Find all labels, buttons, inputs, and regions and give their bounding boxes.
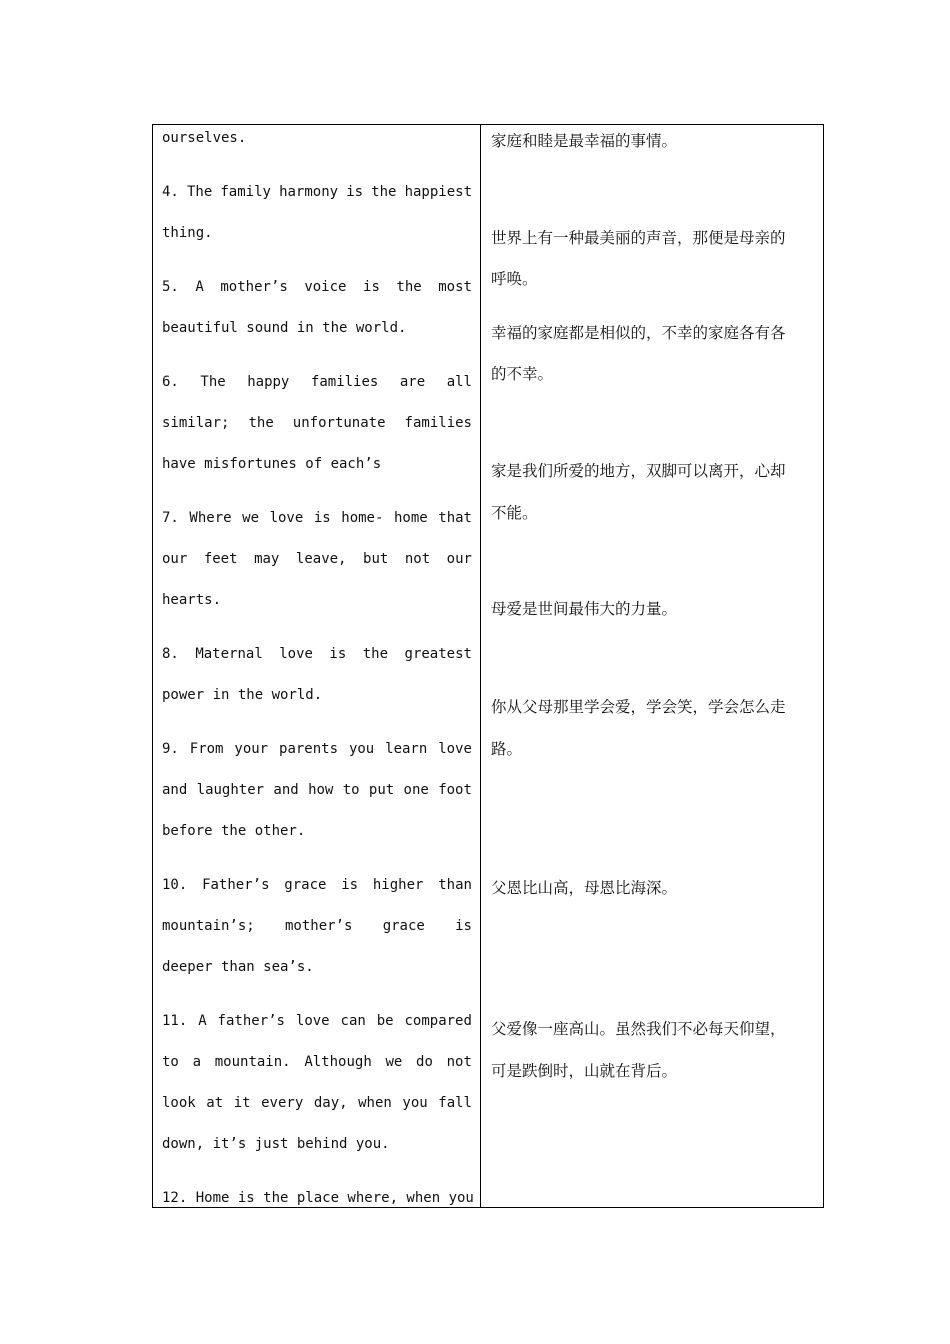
word: love [295, 1013, 330, 1029]
word: is [341, 877, 359, 893]
english-line: down, it’s just behind you. [162, 1136, 390, 1152]
word: Although [304, 1054, 372, 1070]
word: that [438, 510, 472, 526]
word: fall [438, 1095, 472, 1111]
word: the [371, 184, 397, 200]
word: grace [382, 918, 425, 934]
word: your [234, 741, 269, 757]
english-line [162, 551, 472, 567]
word: Maternal [195, 646, 263, 662]
word: Father’s [202, 877, 270, 893]
word: greatest [404, 646, 472, 662]
word: to [342, 782, 360, 798]
word: may [254, 551, 280, 567]
word: can [340, 1013, 366, 1029]
chinese-line: 家庭和睦是最幸福的事情。 [491, 132, 678, 150]
chinese-line: 母爱是世间最伟大的力量。 [491, 600, 678, 618]
word: look [162, 1095, 196, 1111]
chinese-line: 的不幸。 [491, 365, 554, 383]
word: home [393, 510, 428, 526]
word: A [195, 279, 204, 295]
chinese-line: 家是我们所爱的地方，双脚可以离开，心却 [491, 462, 786, 480]
chinese-line: 呼唤。 [491, 270, 538, 288]
word: father’s [217, 1013, 285, 1029]
word: most [438, 279, 472, 295]
english-line [162, 184, 472, 200]
word: we [242, 510, 259, 526]
word: one [403, 782, 429, 798]
word: 11. [162, 1013, 188, 1029]
word: but [363, 551, 389, 567]
word: family [220, 184, 271, 200]
word: not [404, 551, 431, 567]
word: 10. [162, 877, 188, 893]
english-line [162, 741, 472, 757]
word: how [308, 782, 334, 798]
english-line: thing. [162, 225, 213, 241]
english-line [162, 279, 472, 295]
word: 6. [162, 374, 179, 390]
word: our [446, 551, 472, 567]
chinese-line: 世界上有一种最美丽的声音，那便是母亲的 [491, 229, 786, 247]
word: unfortunate [292, 415, 386, 431]
word: 7. [162, 510, 179, 526]
word: happy [247, 374, 290, 390]
word: be [376, 1013, 394, 1029]
word: put [368, 782, 395, 798]
word: mountain’s; [162, 918, 255, 934]
word: mountain. [214, 1054, 291, 1070]
word: when [358, 1095, 392, 1111]
word: is [346, 184, 364, 200]
word: The [186, 184, 213, 200]
english-line [162, 1013, 472, 1029]
word: foot [438, 782, 472, 798]
word: 5. [162, 279, 179, 295]
word: at [206, 1095, 224, 1111]
english-line: 12. Home is the place where, when you [162, 1190, 474, 1206]
word: families [310, 374, 379, 390]
english-line [162, 1054, 472, 1070]
word: are [399, 374, 426, 390]
word: we [385, 1054, 403, 1070]
english-line: deeper than sea’s. [162, 959, 314, 975]
word: love [279, 646, 313, 662]
english-line: hearts. [162, 592, 222, 608]
word: voice [304, 279, 347, 295]
column-divider [480, 125, 481, 1207]
word: higher [372, 877, 424, 893]
english-line: have misfortunes of each’s [162, 456, 382, 472]
chinese-line: 父爱像一座高山。虽然我们不必每天仰望， [491, 1020, 786, 1038]
word: love [438, 741, 472, 757]
word: grace [284, 877, 327, 893]
word: day, [313, 1095, 348, 1111]
english-line [162, 918, 472, 934]
word: every [261, 1095, 304, 1111]
word: it [233, 1095, 251, 1111]
english-line [162, 782, 472, 798]
word: mother’s [284, 918, 353, 934]
english-line: power in the world. [162, 687, 323, 703]
word: you [402, 1095, 428, 1111]
word: A [198, 1013, 207, 1029]
word: mother’s [220, 279, 288, 295]
word: the [362, 646, 389, 662]
word: Where [189, 510, 232, 526]
word: From [189, 741, 224, 757]
chinese-line: 父恩比山高，母恩比海深。 [491, 879, 678, 897]
word: happiest [404, 184, 472, 200]
translation-table [152, 124, 824, 1208]
word: laughter [196, 782, 265, 798]
word: the [248, 415, 274, 431]
word: to [162, 1054, 179, 1070]
word: 8. [162, 646, 179, 662]
english-line [162, 415, 472, 431]
word: parents [279, 741, 339, 757]
word: feet [203, 551, 238, 567]
word: harmony [279, 184, 339, 200]
word: is [363, 279, 380, 295]
word: our [162, 551, 188, 567]
word: than [438, 877, 472, 893]
word: love [269, 510, 304, 526]
chinese-line: 路。 [491, 740, 523, 758]
word: all [446, 374, 472, 390]
word: a [192, 1054, 202, 1070]
english-line [162, 510, 472, 526]
word: is [329, 646, 347, 662]
word: similar; [162, 415, 230, 431]
chinese-line: 你从父母那里学会爱，学会笑，学会怎么走 [491, 698, 786, 716]
word: learn [385, 741, 428, 757]
english-line [162, 646, 472, 662]
english-line [162, 374, 472, 390]
word: is [313, 510, 331, 526]
word: 9. [162, 741, 179, 757]
english-line [162, 1095, 472, 1111]
english-line [162, 877, 472, 893]
chinese-line: 幸福的家庭都是相似的，不幸的家庭各有各 [491, 324, 786, 342]
word: not [446, 1054, 472, 1070]
english-line: ourselves. [162, 130, 247, 146]
word: home- [341, 510, 384, 526]
word: the [396, 279, 422, 295]
word: you [348, 741, 375, 757]
word: leave, [295, 551, 347, 567]
word: and [273, 782, 299, 798]
english-line: before the other. [162, 823, 306, 839]
word: compared [404, 1013, 472, 1029]
word: do [416, 1054, 433, 1070]
word: and [162, 782, 188, 798]
english-line: beautiful sound in the world. [162, 320, 407, 336]
word: is [455, 918, 472, 934]
chinese-line: 不能。 [491, 504, 538, 522]
word: families [404, 415, 472, 431]
word: 4. [162, 184, 179, 200]
chinese-line: 可是跌倒时，山就在背后。 [491, 1062, 678, 1080]
word: The [200, 374, 226, 390]
